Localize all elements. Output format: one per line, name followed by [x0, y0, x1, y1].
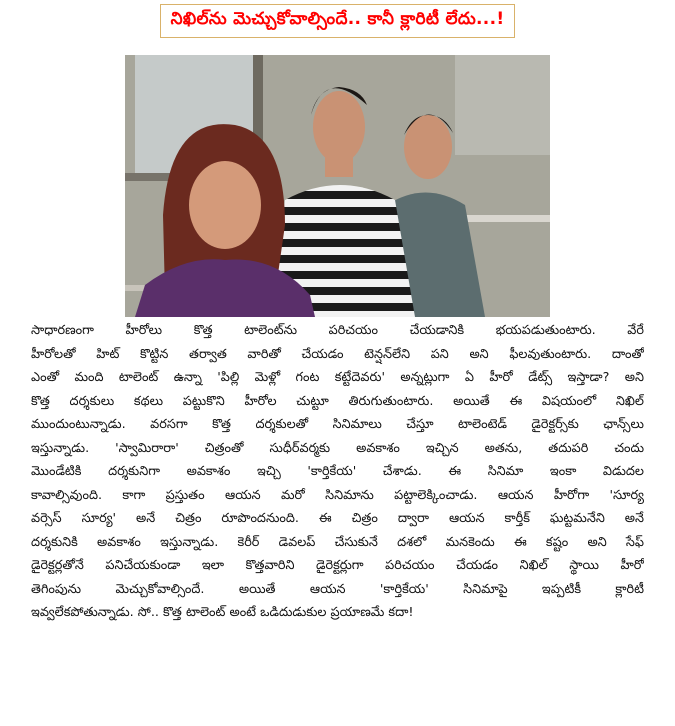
rear-window: [455, 55, 550, 155]
article-line: తెగింపును మెచ్చుకోవాల్సిందే. అయితే ఆయన 'కార్తికేయ' సినిమాపై ఇప్పటికీ క్లారిటీ: [31, 581, 644, 597]
article-line: ఎంతో మంది టాలెంట్ ఉన్నా 'పిల్లి మెళ్లో గంట కట్టేదెవరు' అన్నట్లుగా ఏ హీరో డేట్స్ ఇస్తాడా? అని: [31, 370, 644, 385]
article-photo: [125, 55, 550, 317]
article-line: వర్సెస్ సూర్య' అనే చిత్రం రూపొందనుంది. ఈ చిత్రం ద్వారా ఆయన కార్తీక్ ఘట్టమనేని అనే: [31, 511, 644, 526]
headline-wrapper: [0, 4, 675, 38]
article-line-last: ఇవ్వలేకపోతున్నాడు. సో.. కొత్త టాలెంట్ అంటే ఒడిదుడుకుల ప్రయాణమే కదా!: [31, 605, 414, 620]
article-line: కావాల్సివుంది. కాగా ప్రస్తుతం ఆయన మరో సినిమాను పట్టాలెక్కించాడు. ఆయన హీరోగా 'సూర్య: [31, 487, 644, 503]
article-line: ఇస్తున్నాడు. 'స్వామిరారా' చిత్రంతో సుధీర్‌వర్మకు అవకాశం ఇచ్చిన అతను, తదుపరి చందు: [31, 440, 644, 456]
article-line: మొండేటికి దర్శకునిగా అవకాశం ఇచ్చి 'కార్తికేయ' చేశాడు. ఈ సినిమా ఇంకా విడుదల: [31, 464, 644, 479]
article-line: దర్శకునికి అవకాశం ఇస్తున్నాడు. కెరీర్ డెవలప్ చేసుకునే దశలో మనకెందు ఈ కష్టం అని సేఫ్: [31, 534, 644, 550]
article-line: ముందుంటున్నాడు. వరసగా కొత్త దర్శకులతో సినిమాలు చేస్తూ టాలెంటెడ్ డైరెక్టర్స్‌కు ఛాన్స్‌లు: [31, 417, 644, 432]
article-line: కొత్త దర్శకులు కథలు పట్టుకొని హీరోల చుట్టూ తిరుగుతుంటారు. అయితే ఈ విషయంలో నిఖిల్: [31, 393, 644, 409]
article-line: సాధారణంగా హీరోలు కొత్త టాలెంట్‌ను పరిచయం చేయడానికి భయపడుతుంటారు. వేరే: [31, 323, 644, 338]
headline: నిఖిల్‌ను మెచ్చుకోవాల్సిందే.. కానీ క్లారిటీ లేదు...!: [160, 4, 516, 38]
article-body: [31, 319, 644, 625]
article-line: డైరెక్టర్లతోనే పనిచేయకుండా ఇలా కొత్తవారిని డైరెక్టర్లుగా పరిచయం చేయడం నిఖిల్ స్థాయి హీరో: [31, 558, 644, 573]
article-line: హీరోలతో హిట్ కొట్టిన తర్వాత వారితో చేయడం టెన్షన్‌లేని పని అని ఫీలవుతుంటారు. దాంతో: [31, 346, 644, 362]
photo-illustration: [125, 55, 550, 317]
